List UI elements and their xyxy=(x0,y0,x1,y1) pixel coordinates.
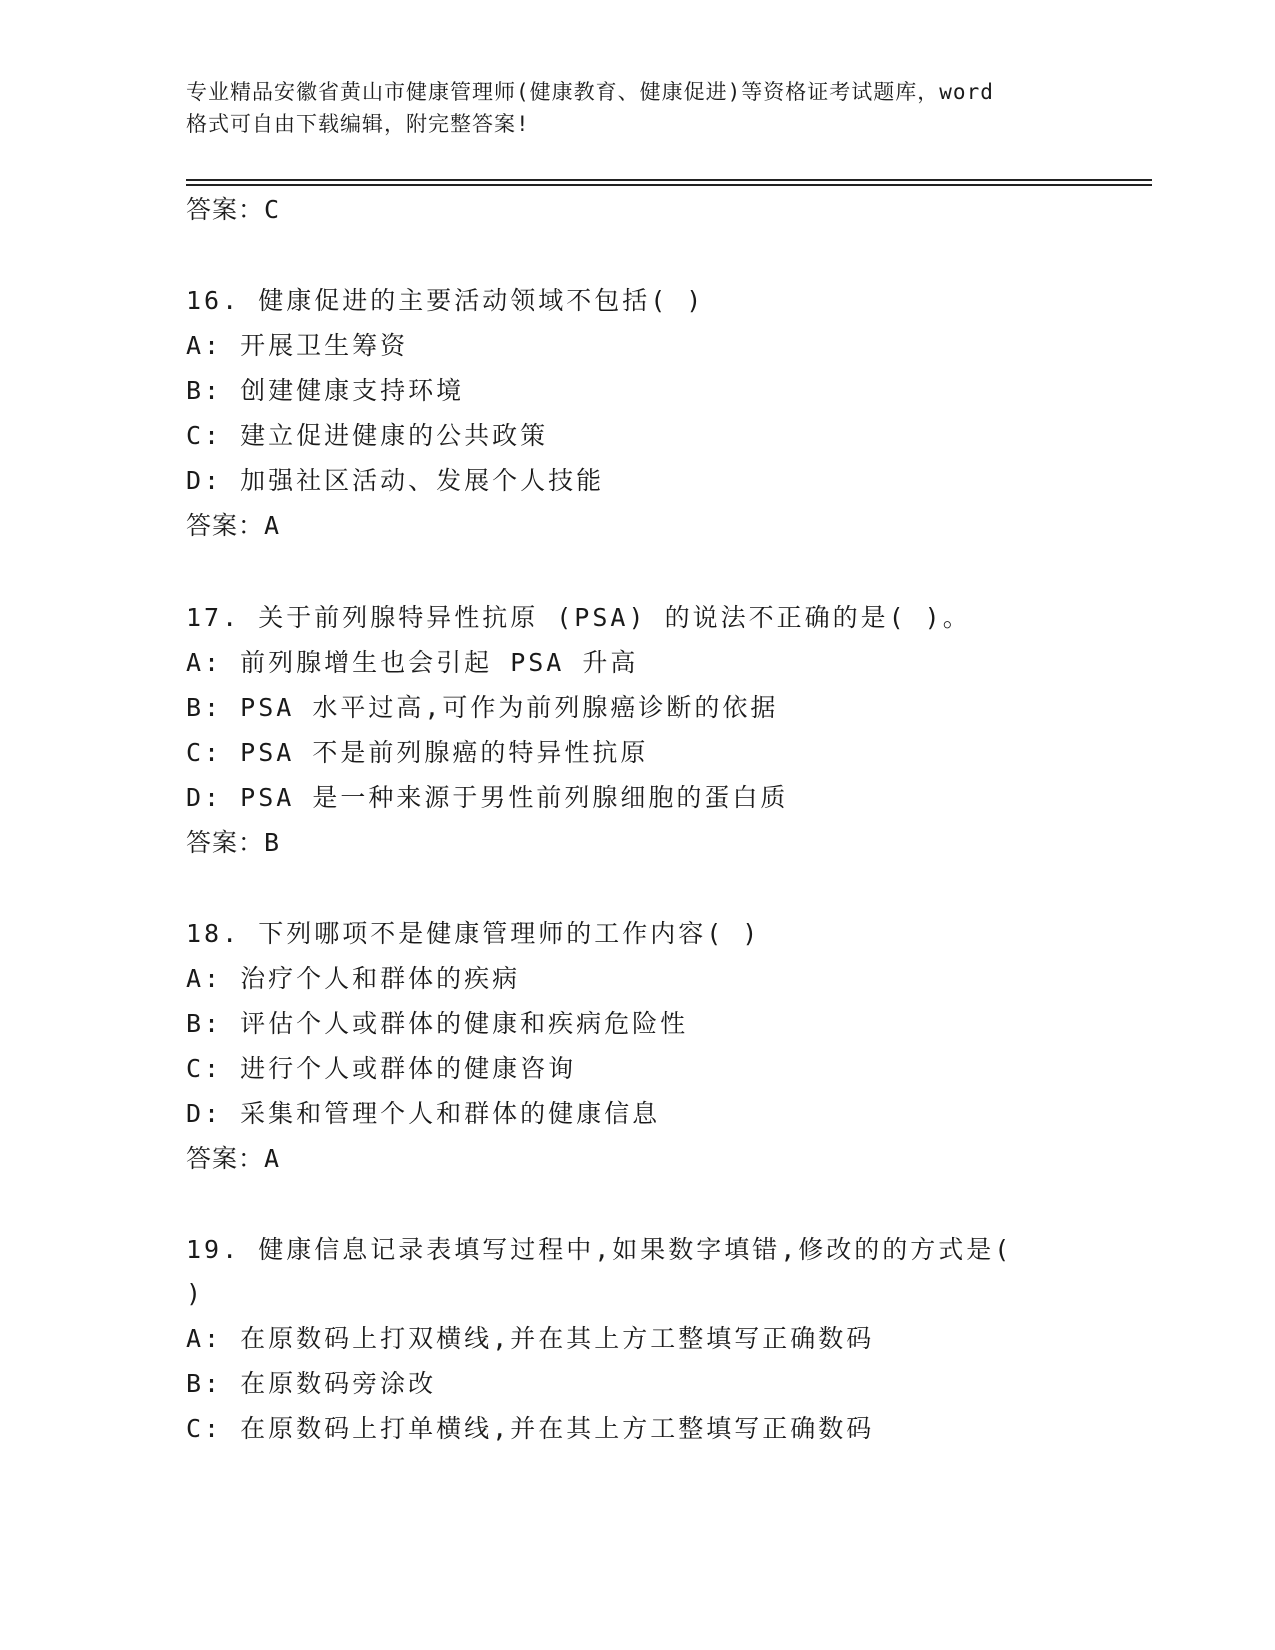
question-17-option-b: B: PSA 水平过高,可作为前列腺癌诊断的依据 xyxy=(186,693,779,722)
answer-label: 答案： xyxy=(186,1144,265,1173)
answer-value: A xyxy=(264,511,281,540)
question-18-option-d: D: 采集和管理个人和群体的健康信息 xyxy=(186,1099,661,1128)
question-18-option-c: C: 进行个人或群体的健康咨询 xyxy=(186,1054,577,1083)
question-19-text-line-1: 19. 健康信息记录表填写过程中,如果数字填错,修改的的方式是( xyxy=(186,1235,1013,1264)
question-17-option-d: D: PSA 是一种来源于男性前列腺细胞的蛋白质 xyxy=(186,783,789,812)
question-16-option-b: B: 创建健康支持环境 xyxy=(186,376,465,405)
answer-line-q16 xyxy=(186,511,280,541)
question-19-text-line-2: ) xyxy=(186,1279,205,1308)
answer-label: 答案： xyxy=(186,828,265,857)
header-line-2: 格式可自由下载编辑，附完整答案! xyxy=(186,112,530,136)
question-18-text: 18. 下列哪项不是健康管理师的工作内容( ) xyxy=(186,919,761,948)
question-19-option-c: C: 在原数码上打单横线,并在其上方工整填写正确数码 xyxy=(186,1414,875,1443)
question-19-option-b: B: 在原数码旁涂改 xyxy=(186,1369,437,1398)
header-line-1: 专业精品安徽省黄山市健康管理师(健康教育、健康促进)等资格证考试题库，word xyxy=(186,80,994,104)
answer-value: C xyxy=(264,195,281,224)
question-18-option-a: A: 治疗个人和群体的疾病 xyxy=(186,964,521,993)
question-16-text: 16. 健康促进的主要活动领域不包括( ) xyxy=(186,286,705,315)
question-16-option-d: D: 加强社区活动、发展个人技能 xyxy=(186,466,605,495)
question-17-option-a: A: 前列腺增生也会引起 PSA 升高 xyxy=(186,648,639,677)
question-17-option-c: C: PSA 不是前列腺癌的特异性抗原 xyxy=(186,738,649,767)
question-16-option-c: C: 建立促进健康的公共政策 xyxy=(186,421,549,450)
question-17-text: 17. 关于前列腺特异性抗原 (PSA) 的说法不正确的是( )。 xyxy=(186,603,971,632)
answer-line-q17 xyxy=(186,828,280,858)
answer-line-q18 xyxy=(186,1144,280,1174)
header-divider-top xyxy=(186,179,1152,181)
answer-label: 答案： xyxy=(186,195,265,224)
document-header xyxy=(186,76,1086,140)
answer-value: A xyxy=(264,1144,281,1173)
header-divider-bottom xyxy=(186,184,1152,186)
answer-value: B xyxy=(264,828,281,857)
answer-line-q15 xyxy=(186,195,280,225)
question-18-option-b: B: 评估个人或群体的健康和疾病危险性 xyxy=(186,1009,689,1038)
question-19-option-a: A: 在原数码上打双横线,并在其上方工整填写正确数码 xyxy=(186,1324,875,1353)
question-16-option-a: A: 开展卫生筹资 xyxy=(186,331,409,360)
answer-label: 答案： xyxy=(186,511,265,540)
